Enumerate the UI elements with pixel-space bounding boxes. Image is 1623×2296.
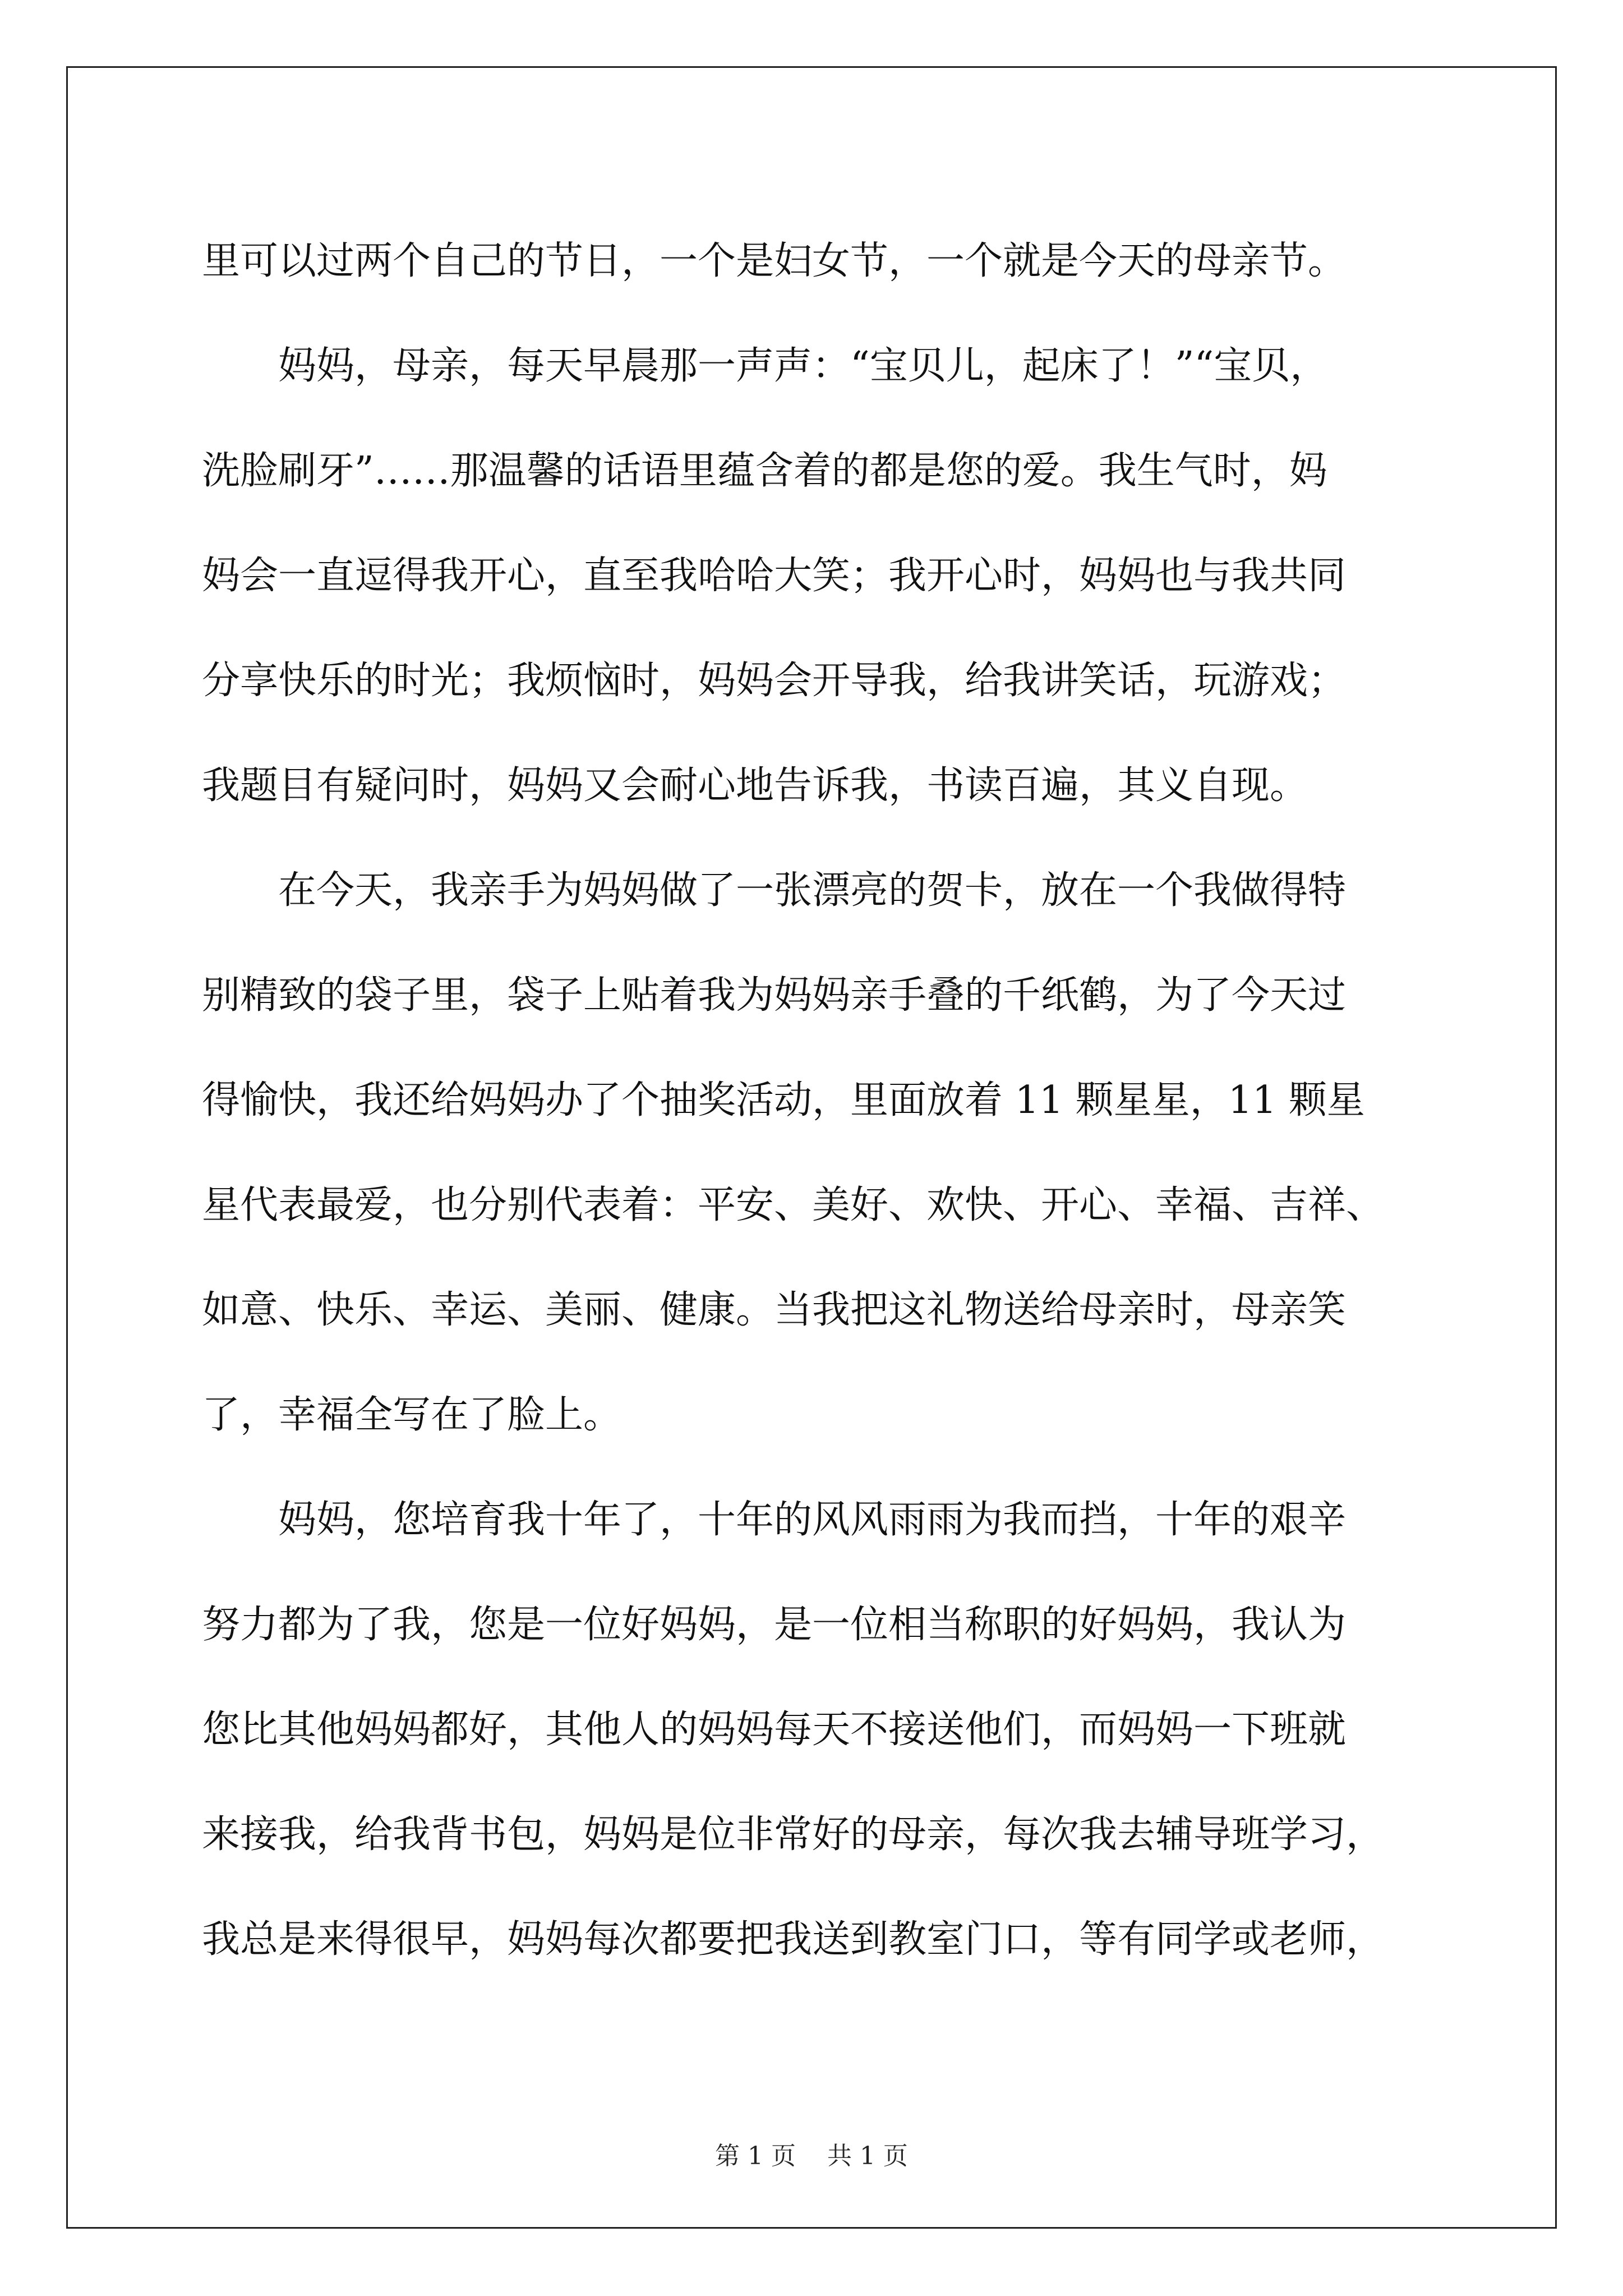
page-footer [0,2139,1623,2173]
footer-spacer [796,2142,827,2170]
text-line: 得愉快，我还给妈妈办了个抽奖活动，里面放着 11 颗星星，11 颗星 [202,1078,1365,1122]
text-line: 别精致的袋子里，袋子上贴着我为妈妈亲手叠的千纸鹤，为了今天过 [202,973,1347,1018]
page-number-total: 共 1 页 [827,2142,908,2170]
text-line: 洗脸刷牙”……那温馨的话语里蕴含着的都是您的爱。我生气时，妈 [202,449,1327,493]
text-line: 来接我，给我背书包，妈妈是位非常好的母亲，每次我去辅导班学习， [202,1812,1385,1857]
text-line: 努力都为了我，您是一位好妈妈，是一位相当称职的好妈妈，我认为 [202,1603,1347,1647]
text-line: 妈妈，您培育我十年了，十年的风风雨雨为我而挡，十年的艰辛 [202,1498,1347,1542]
document-body [202,209,1464,1992]
text-line: 妈会一直逗得我开心，直至我哈哈大笑；我开心时，妈妈也与我共同 [202,554,1347,598]
text-line: 我总是来得很早，妈妈每次都要把我送到教室门口，等有同学或老师， [202,1917,1385,1962]
text-line: 妈妈，母亲，每天早晨那一声声：“宝贝儿，起床了！”“宝贝， [202,344,1329,388]
text-line: 我题目有疑问时，妈妈又会耐心地告诉我，书读百遍，其义自现。 [202,763,1308,808]
text-line: 如意、快乐、幸运、美丽、健康。当我把这礼物送给母亲时，母亲笑 [202,1288,1347,1332]
text-line: 您比其他妈妈都好，其他人的妈妈每天不接送他们，而妈妈一下班就 [202,1708,1347,1752]
text-line: 里可以过两个自己的节日，一个是妇女节，一个就是今天的母亲节。 [202,239,1347,283]
text-line: 在今天，我亲手为妈妈做了一张漂亮的贺卡，放在一个我做得特 [202,868,1347,913]
page-number-current: 第 1 页 [715,2142,796,2170]
text-line: 分享快乐的时光；我烦恼时，妈妈会开导我，给我讲笑话，玩游戏； [202,659,1347,703]
text-line: 星代表最爱，也分别代表着：平安、美好、欢快、开心、幸福、吉祥、 [202,1183,1385,1227]
text-line: 了，幸福全写在了脸上。 [202,1393,622,1437]
